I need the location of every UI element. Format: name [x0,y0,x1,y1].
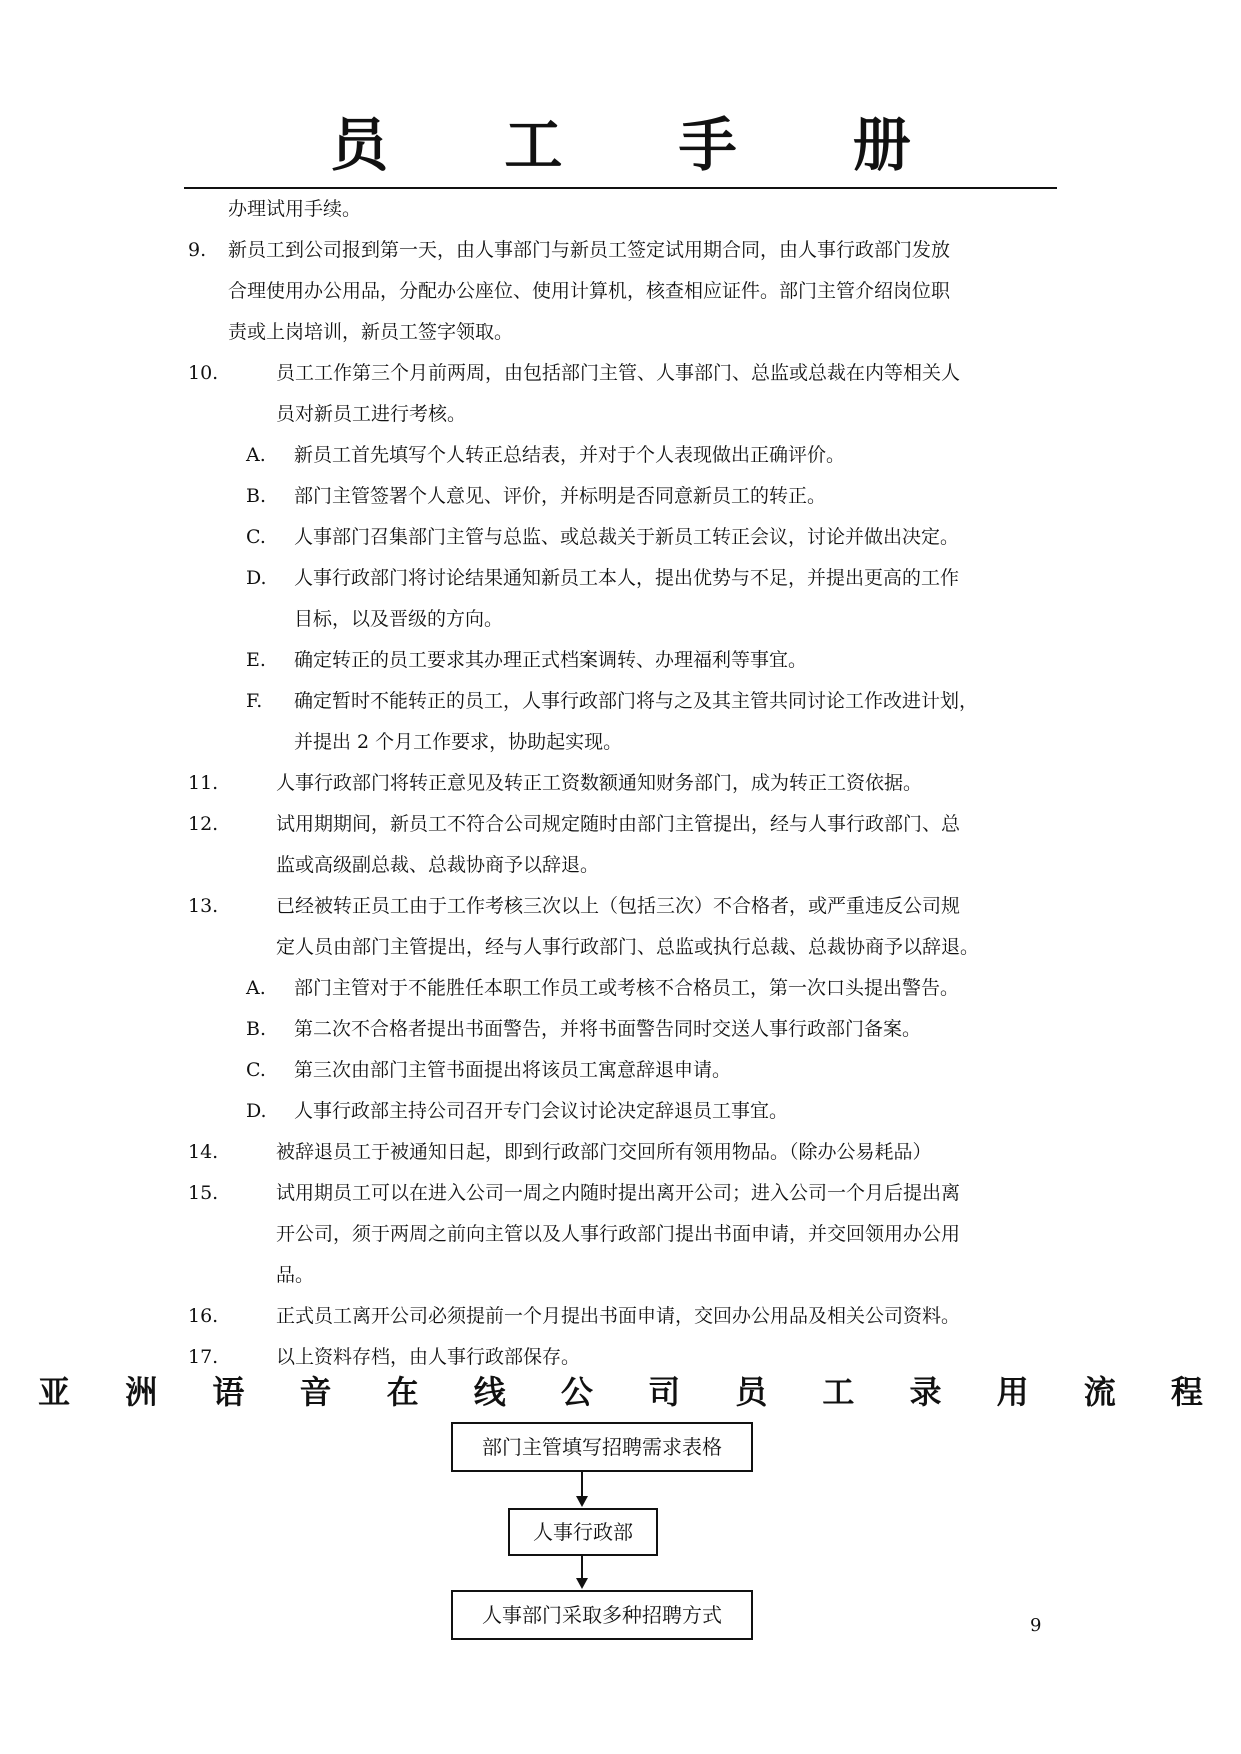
item-number: 15. [188,1182,219,1204]
item-number: 14. [188,1141,219,1163]
sub-item-letter: F. [246,690,263,712]
text-line: 品。 [276,1264,315,1286]
flowchart-step: 部门主管填写招聘需求表格 [451,1422,753,1472]
text-line: 开公司，须于两周之前向主管以及人事行政部门提出书面申请，并交回领用办公用 [276,1223,961,1245]
item-number: 13. [188,895,219,917]
sub-item-letter: C. [246,1059,266,1081]
text-line: 确定暂时不能转正的员工，人事行政部门将与之及其主管共同讨论工作改进计划， [294,690,979,712]
text-line: 员对新员工进行考核。 [276,403,467,425]
sub-item-letter: B. [246,485,267,507]
header-divider [184,187,1057,189]
item-number: 11. [188,772,219,794]
text-line: 并提出 2 个月工作要求，协助起实现。 [294,731,623,753]
sub-item-letter: E. [246,649,266,671]
text-line: 人事行政部主持公司召开专门会议讨论决定辞退员工事宜。 [294,1100,789,1122]
text-line: 员工工作第三个月前两周，由包括部门主管、人事部门、总监或总裁在内等相关人 [276,362,961,384]
text-line: 办理试用手续。 [228,198,362,220]
text-line: 人事行政部门将转正意见及转正工资数额通知财务部门，成为转正工资依据。 [276,772,923,794]
document-header-title: 员 工 手 册 [330,111,959,179]
sub-item-letter: D. [246,567,267,589]
text-line: 已经被转正员工由于工作考核三次以上（包括三次）不合格者，或严重违反公司规 [276,895,961,917]
sub-item-letter: C. [246,526,266,548]
item-number: 16. [188,1305,219,1327]
text-line: 被辞退员工于被通知日起，即到行政部门交回所有领用物品。（除办公易耗品） [276,1141,932,1163]
sub-item-letter: D. [246,1100,267,1122]
text-line: 部门主管签署个人意见、评价，并标明是否同意新员工的转正。 [294,485,827,507]
text-line: 试用期期间，新员工不符合公司规定随时由部门主管提出，经与人事行政部门、总 [276,813,961,835]
text-line: 合理使用办公用品，分配办公座位、使用计算机，核查相应证件。部门主管介绍岗位职 [228,280,951,302]
item-number: 17. [188,1346,219,1368]
text-line: 试用期员工可以在进入公司一周之内随时提出离开公司；进入公司一个月后提出离 [276,1182,961,1204]
text-line: 定人员由部门主管提出，经与人事行政部门、总监或执行总裁、总裁协商予以辞退。 [276,936,980,958]
flowchart-step: 人事部门采取多种招聘方式 [451,1590,753,1640]
flowchart-title: 亚 洲 语 音 在 线 公 司 员 工 录 用 流 程 [38,1373,1225,1411]
text-line: 确定转正的员工要求其办理正式档案调转、办理福利等事宜。 [294,649,808,671]
flow-arrow-icon [572,1472,592,1508]
page-number: 9 [1030,1615,1042,1636]
text-line: 正式员工离开公司必须提前一个月提出书面申请，交回办公用品及相关公司资料。 [276,1305,961,1327]
text-line: 目标，以及晋级的方向。 [294,608,504,630]
text-line: 部门主管对于不能胜任本职工作员工或考核不合格员工，第一次口头提出警告。 [294,977,960,999]
text-line: 新员工首先填写个人转正总结表，并对于个人表现做出正确评价。 [294,444,846,466]
text-line: 监或高级副总裁、总裁协商予以辞退。 [276,854,600,876]
text-line: 责或上岗培训，新员工签字领取。 [228,321,514,343]
sub-item-letter: A. [246,444,266,466]
text-line: 以上资料存档，由人事行政部保存。 [276,1346,581,1368]
text-line: 新员工到公司报到第一天，由人事部门与新员工签定试用期合同，由人事行政部门发放 [228,239,951,261]
text-line: 人事行政部门将讨论结果通知新员工本人，提出优势与不足，并提出更高的工作 [294,567,960,589]
sub-item-letter: B. [246,1018,267,1040]
item-number: 10. [188,362,219,384]
flow-arrow-icon [572,1556,592,1590]
item-number: 12. [188,813,219,835]
flowchart-step: 人事行政部 [508,1508,658,1556]
sub-item-letter: A. [246,977,266,999]
item-number: 9. [188,239,207,261]
text-line: 人事部门召集部门主管与总监、或总裁关于新员工转正会议，讨论并做出决定。 [294,526,960,548]
text-line: 第二次不合格者提出书面警告，并将书面警告同时交送人事行政部门备案。 [294,1018,922,1040]
text-line: 第三次由部门主管书面提出将该员工寓意辞退申请。 [294,1059,732,1081]
